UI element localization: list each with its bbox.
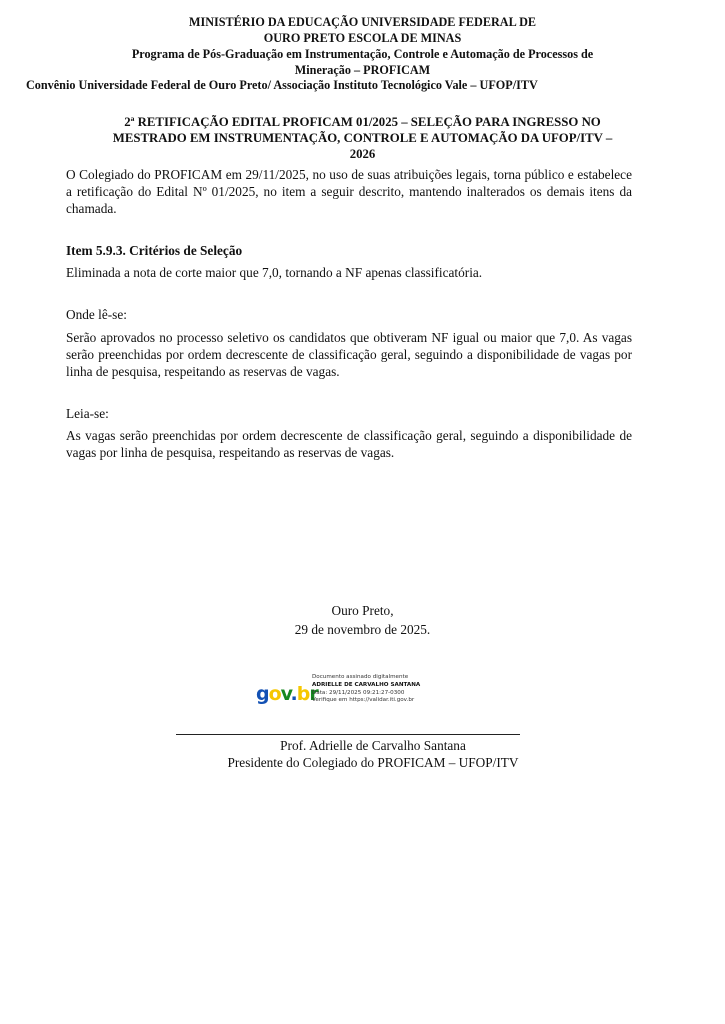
signature-line [176,734,520,735]
leia-se-text: As vagas serão preenchidas por ordem decrescente de classificação geral, seguindo a disponibilidade de vagas por linha de pesquisa, respeitando as reservas de vagas. [66,428,632,460]
document-title-line3: 2026 [349,147,376,161]
header-program-line2: Mineração – PROFICAM [294,63,431,77]
place: Ouro Preto, [331,603,394,618]
stamp-signer: ADRIELLE DE CARVALHO SANTANA [312,681,421,688]
intro-paragraph: O Colegiado do PROFICAM em 29/11/2025, no uso de suas atribuições legais, torna público e estabelece a retificação do Edital Nº 01/2025, no item a seguir descrito, mantendo inalterados os demais itens da chamada. [66,167,632,216]
onde-le-se-label: Onde lê-se: [66,307,127,322]
date: 29 de novembro de 2025. [294,622,431,637]
document-title-line1: 2ª RETIFICAÇÃO EDITAL PROFICAM 01/2025 – SELEÇÃO PARA INGRESSO NO [124,115,601,129]
leia-se-label: Leia-se: [66,406,109,421]
item-summary: Eliminada a nota de corte maior que 7,0, tornando a NF apenas classificatória. [66,265,483,280]
stamp-date: Data: 29/11/2025 09:21:27-0300 [312,689,405,696]
header-convenio: Convênio Universidade Federal de Ouro Preto/ Associação Instituto Tecnológico Vale – UFOP/ITV [26,78,538,92]
govbr-logo: gov.br [256,683,318,705]
stamp-verify: Verifique em https://validar.iti.gov.br [312,697,415,704]
onde-le-se-text: Serão aprovados no processo seletivo os candidatos que obtiveram NF igual ou maior que 7,0. As vagas serão preenchidas por ordem decrescente de classificação geral, seguindo a disponibilidade de vagas por linha de pesquisa, respeitando as reservas de vagas. [66,330,632,379]
header-institution-line1: MINISTÉRIO DA EDUCAÇÃO UNIVERSIDADE FEDERAL DE [188,15,537,29]
signer-name: Prof. Adrielle de Carvalho Santana [280,738,466,753]
item-heading: Item 5.9.3. Critérios de Seleção [66,243,243,258]
header-institution-line2: OURO PRETO ESCOLA DE MINAS [263,31,462,45]
digital-signature-stamp [312,674,420,705]
signer-role: Presidente do Colegiado do PROFICAM – UFOP/ITV [227,755,519,770]
stamp-line1: Documento assinado digitalmente [312,674,409,680]
document-title-line2: MESTRADO EM INSTRUMENTAÇÃO, CONTROLE E AUTOMAÇÃO DA UFOP/ITV – [112,131,613,145]
header-program-line1: Programa de Pós-Graduação em Instrumentação, Controle e Automação de Processos de [131,47,594,61]
